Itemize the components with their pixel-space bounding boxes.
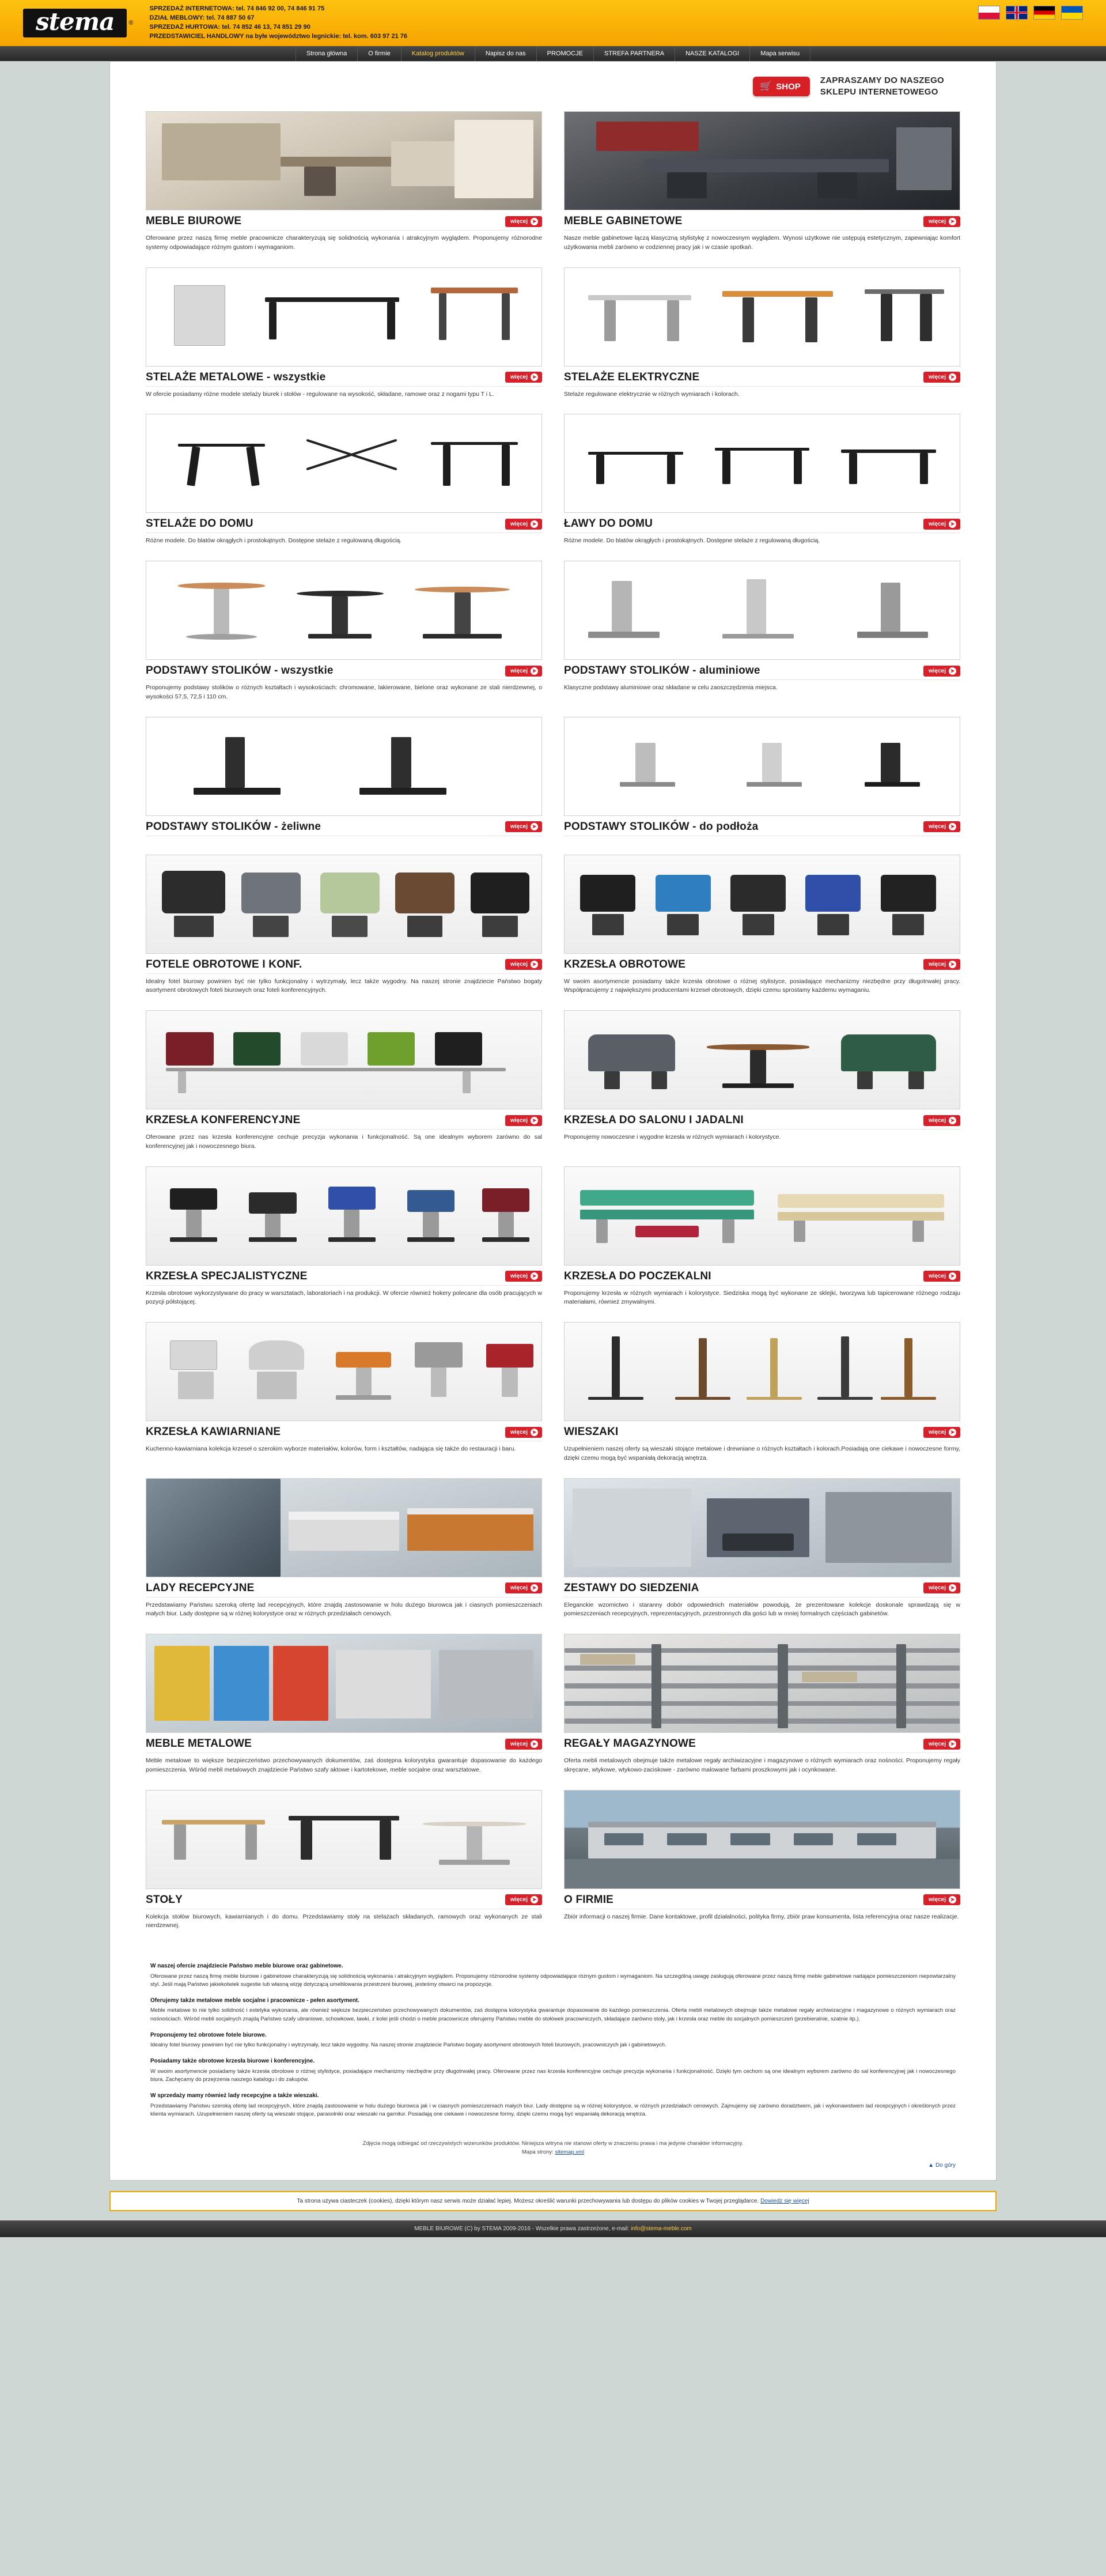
- category-card: [564, 1634, 960, 1775]
- category-card: [564, 717, 960, 840]
- category-title: WIESZAKI: [564, 1426, 619, 1438]
- category-title: KRZESŁA DO POCZEKALNI: [564, 1270, 711, 1282]
- seo-heading-4: Posiadamy także obrotowe krzesła biurowe i konferencyjne.: [150, 2058, 315, 2065]
- category-description: W ofercie posiadamy różne modele stelaży biurek i stołów - regulowane na wysokość, składane, ramowe oraz z nogami typu T i L.: [146, 390, 494, 398]
- cookie-text: Ta strona używa ciasteczek (cookies), dzięki którym nasz serwis może działać lepiej. Możesz określić warunki przechowywania lub dostępu do plików cookies w Twojej przeglądarce.: [297, 2198, 759, 2205]
- category-title-row: [146, 210, 542, 231]
- more-button-label: więcej: [510, 1273, 528, 1279]
- category-image[interactable]: [564, 1322, 960, 1421]
- shop-banner-line2: SKLEPU INTERNETOWEGO: [820, 87, 938, 97]
- more-button-label: więcej: [928, 374, 946, 380]
- category-title: MEBLE METALOWE: [146, 1738, 252, 1750]
- category-title: STELAŻE DO DOMU: [146, 518, 253, 530]
- category-description: Zbiór informacji o naszej firmie. Dane kontaktowe, profil działalności, polityka firmy, zbiór praw konsumenta, lista referencyjna oraz nasze realizacje.: [564, 1913, 959, 1920]
- category-image[interactable]: [564, 1010, 960, 1109]
- more-button-label: więcej: [928, 1117, 946, 1124]
- category-title-row: [564, 1577, 960, 1597]
- category-description: Proponujemy krzesła w różnych wymiarach i kolorystyce. Siedziska mogą być wykonane ze sklejki, tworzywa lub tapicerowane różnego rodzaju materiałami, również zmywalnymi.: [564, 1289, 960, 1306]
- category-image[interactable]: [564, 111, 960, 210]
- more-button-label: więcej: [928, 1740, 946, 1747]
- more-button[interactable]: [923, 1271, 960, 1282]
- flag-ua-icon[interactable]: [1061, 6, 1083, 20]
- arrow-right-icon: ➤: [949, 667, 956, 675]
- arrow-right-icon: ➤: [949, 373, 956, 381]
- more-button-label: więcej: [510, 1429, 528, 1436]
- seo-heading-3: Proponujemy też obrotowe fotele biurowe.: [150, 2031, 267, 2038]
- category-image[interactable]: [564, 1166, 960, 1266]
- seo-heading-2: Oferujemy także metalowe meble socjalne i pracownicze - pełen asortyment.: [150, 1997, 359, 2004]
- category-title: ZESTAWY DO SIEDZENIA: [564, 1581, 699, 1594]
- category-image[interactable]: [146, 1166, 542, 1266]
- more-button-label: więcej: [928, 1585, 946, 1591]
- category-description: Proponujemy podstawy stolików o różnych kształtach i wysokościach: chromowane, lakierowane, bielone oraz wykonane ze stali nierdzewnej, o wysokości 57,5, 72,5 i 110 cm.: [146, 684, 542, 700]
- more-button[interactable]: [923, 372, 960, 383]
- category-card: [564, 561, 960, 702]
- sitemap-label: Mapa strony:: [521, 2149, 555, 2156]
- category-description: W swoim asortymencie posiadamy także krzesła obrotowe o różnej stylistyce, posiadające mechanizmy niezbędne przy długotrwałej pracy. Współpracujemy z największymi producentami krzeseł obrotowych, dzięki czemu sprostamy każdemu wymaganiu.: [564, 977, 960, 994]
- nav-item-sitemap[interactable]: Mapa serwisu: [750, 46, 810, 61]
- category-card: [146, 1478, 542, 1619]
- more-button-label: więcej: [510, 824, 528, 830]
- seo-body-1: Oferowane przez naszą firmę meble biurowe i gabinetowe charakteryzują się solidnością wykonania i atrakcyjnym wyglądem. Proponujemy różnorodne systemy odpowiadające różnym gustom i wymaganiom. Na szczególną uwagę zasługują oferowane przez naszą firmę meble gabinetowe nadające pomieszczeniom niepowtarzalny styl. Jeśli mają Państwo jakiekolwiek sugestie lub własną wizję dotyczącą umeblowania przestrzeni biurowej, jesteśmy otwarci na propozycje.: [150, 1973, 956, 1988]
- category-image[interactable]: [146, 717, 542, 816]
- arrow-right-icon: ➤: [949, 1584, 956, 1592]
- arrow-right-icon: ➤: [949, 1896, 956, 1903]
- category-description: Klasyczne podstawy aluminiowe oraz składane w celu zaoszczędzenia miejsca.: [564, 684, 778, 691]
- category-image[interactable]: [564, 1478, 960, 1577]
- arrow-right-icon: ➤: [531, 961, 538, 968]
- category-card: [146, 1010, 542, 1151]
- photo-disclaimer: [110, 2129, 996, 2159]
- more-button-label: więcej: [510, 667, 528, 674]
- more-button-label: więcej: [928, 1273, 946, 1279]
- arrow-right-icon: ➤: [531, 373, 538, 381]
- category-title: KRZESŁA KAWIARNIANE: [146, 1426, 281, 1438]
- category-title-row: [564, 513, 960, 533]
- logo[interactable]: [23, 9, 134, 37]
- category-title: PODSTAWY STOLIKÓW - wszystkie: [146, 664, 334, 677]
- category-title: REGAŁY MAGAZYNOWE: [564, 1738, 696, 1750]
- category-description: [146, 836, 542, 840]
- back-to-top-label: ▲ Do góry: [928, 2162, 956, 2169]
- category-title: FOTELE OBROTOWE I KONF.: [146, 958, 302, 970]
- seo-heading-1: W naszej ofercie znajdziecie Państwo meble biurowe oraz gabinetowe.: [150, 1963, 343, 1969]
- category-card: [146, 717, 542, 840]
- more-button-label: więcej: [928, 961, 946, 968]
- category-card: [564, 267, 960, 399]
- category-card: [146, 1322, 542, 1463]
- category-title-row: [564, 1109, 960, 1130]
- arrow-right-icon: ➤: [949, 520, 956, 528]
- more-button[interactable]: [505, 1115, 542, 1126]
- more-button[interactable]: [505, 821, 542, 832]
- arrow-right-icon: ➤: [531, 520, 538, 528]
- arrow-right-icon: ➤: [531, 1272, 538, 1280]
- category-image[interactable]: [146, 111, 542, 210]
- category-title: STELAŻE ELEKTRYCZNE: [564, 371, 700, 383]
- contact-block: [150, 5, 407, 41]
- shop-banner-text: [820, 75, 944, 99]
- more-button-label: więcej: [510, 218, 528, 225]
- nav-item-home[interactable]: Strona główna: [296, 46, 358, 61]
- more-button-label: więcej: [510, 1585, 528, 1591]
- category-title-row: [146, 513, 542, 533]
- arrow-right-icon: ➤: [949, 1272, 956, 1280]
- more-button-label: więcej: [510, 374, 528, 380]
- category-image[interactable]: [564, 561, 960, 660]
- category-title-row: [564, 954, 960, 974]
- category-title: STELAŻE METALOWE - wszystkie: [146, 371, 326, 383]
- more-button[interactable]: [505, 959, 542, 970]
- photo-disclaimer-line1: Zdjęcia mogą odbiegać od rzeczywistych wizerunków produktów. Niniejsza witryna nie stanowi oferty w znaczeniu prawa i ma jedynie charakter informacyjny.: [362, 2140, 744, 2147]
- category-image[interactable]: [564, 1790, 960, 1889]
- category-image[interactable]: [564, 717, 960, 816]
- arrow-right-icon: ➤: [531, 1117, 538, 1124]
- category-grid: [110, 111, 996, 1940]
- arrow-right-icon: ➤: [531, 1740, 538, 1748]
- category-description: Przedstawiamy Państwu szeroką ofertę lad recepcyjnych, które znajdą zastosowanie w holu dużego biurowca jak i ciasnych pomieszczeniach małych biur. Lady dostępne są w różnej kolorystyce oraz w różnych przedziałach cenowych.: [146, 1601, 542, 1618]
- shop-button[interactable]: [753, 77, 810, 96]
- category-card: [146, 1634, 542, 1775]
- arrow-right-icon: ➤: [531, 823, 538, 830]
- footer-email-link[interactable]: info@stema-meble.com: [630, 2226, 692, 2233]
- category-title: KRZESŁA SPECJALISTYCZNE: [146, 1270, 308, 1282]
- category-title: KRZESŁA DO SALONU I JADALNI: [564, 1114, 744, 1126]
- category-image[interactable]: [564, 267, 960, 367]
- category-title: STOŁY: [146, 1893, 183, 1906]
- arrow-right-icon: ➤: [949, 218, 956, 225]
- more-button-label: więcej: [928, 1897, 946, 1903]
- nav-item-partner-zone[interactable]: STREFA PARTNERA: [594, 46, 675, 61]
- category-card: [146, 414, 542, 546]
- more-button-label: więcej: [928, 1429, 946, 1436]
- category-image[interactable]: [146, 1634, 542, 1733]
- seo-body-4: W swoim asortymencie posiadamy także krzesła obrotowe o różnej stylistyce, posiadające mechanizmy niezbędne przy długotrwałej pracy. Oferowane przez nas krzesła konferencyjne cechuje precyzja wykonania i funkcjonalność. Dzięki tym cechom są one idealnym wyborem zarówno do sal konferencyjnej jak i nowoczesnego biura. Zachęcamy do przejrzenia naszego katalogu i do zakupów.: [150, 2068, 956, 2083]
- category-image[interactable]: [146, 855, 542, 954]
- seo-body-2: Meble metalowe to nie tylko solidność i estetyka wykonania, ale również większe bezpieczeństwo przechowywanych dokumentów, zaś dostępna kolorystyka gwarantuje dopasowanie do każdego pomieszczenia. Oferta mebli metalowych obejmuje także metalowe regały archiwizacyjne i magazynowe o różnych wymiarach oraz nośnościach. Wśród mebli socjalnych znajdą Państwo szafy ubraniowe, schowkowe, ławki, z kolei jeśli chodzi o meble pracownicze oferujemy Państwu meble do stołówek pracowniczych, składające zarówno stoły, jak i krzesła oraz meble do socjalnych pomieszczeń (przebieralnie, szatnie itp.).: [150, 2007, 956, 2023]
- more-button-label: więcej: [928, 824, 946, 830]
- category-image[interactable]: [146, 1478, 542, 1577]
- category-description: [564, 836, 960, 840]
- site-footer: [0, 2220, 1106, 2237]
- category-card: [146, 267, 542, 399]
- category-card: [146, 561, 542, 702]
- category-title-row: [146, 816, 542, 836]
- arrow-right-icon: ➤: [531, 1896, 538, 1903]
- category-card: [146, 111, 542, 252]
- arrow-right-icon: ➤: [531, 218, 538, 225]
- shop-banner-line1: ZAPRASZAMY DO NASZEGO: [820, 75, 944, 85]
- cart-icon: 🛒: [760, 81, 772, 92]
- more-button-label: więcej: [510, 961, 528, 968]
- more-button[interactable]: [923, 1739, 960, 1750]
- category-card: [564, 1322, 960, 1463]
- sitemap-link[interactable]: sitemap.xml: [555, 2149, 585, 2156]
- category-card: [146, 855, 542, 996]
- more-button[interactable]: [923, 519, 960, 530]
- more-button[interactable]: [505, 1271, 542, 1282]
- category-description: Różne modele. Do blatów okrągłych i prostokątnych. Dostępne stelaże z regulowaną długością.: [146, 537, 402, 545]
- shop-button-label: SHOP: [776, 81, 801, 92]
- category-description: Eleganckie wzornictwo i staranny dobór odpowiednich materiałów powodują, że prezentowane kolekcje doskonale sprawdzają się w pomieszczeniach recepcyjnych, reprezentacyjnych, przestronnych dla gości lub w mniej formalnych częściach gabinetów.: [564, 1601, 960, 1618]
- back-to-top-link[interactable]: [110, 2159, 996, 2169]
- category-image[interactable]: [146, 1322, 542, 1421]
- category-title: KRZESŁA KONFERENCYJNE: [146, 1114, 301, 1126]
- more-button[interactable]: [505, 1427, 542, 1438]
- category-description: Nasze meble gabinetowe łączą klasyczną stylistykę z nowoczesnym wyglądem. Wynosi użytkowe nie ustępują estetycznym, zapewniając komfort użytkowania mebli zarówno w codziennej pracy jak i w czasie spotkań.: [564, 235, 960, 251]
- category-title-row: [146, 367, 542, 387]
- category-image[interactable]: [564, 1634, 960, 1733]
- cookie-more-link[interactable]: Dowiedz się więcej: [760, 2198, 809, 2205]
- category-title-row: [146, 660, 542, 680]
- category-title-row: [146, 1421, 542, 1441]
- arrow-right-icon: ➤: [531, 1584, 538, 1592]
- more-button-label: więcej: [928, 667, 946, 674]
- nav-item-catalog[interactable]: Katalog produktów: [402, 46, 475, 61]
- category-description: Oferta mebli metalowych obejmuje także metalowe regały archiwizacyjne i magazynowe o różnych wymiarach oraz nośności. Proponujemy regały skręcane, wtykowe, wtykowo-zaciskowe - zarówno malowane farbami proszkowymi jak i ocynkowane.: [564, 1757, 960, 1773]
- more-button[interactable]: [505, 666, 542, 677]
- more-button[interactable]: [923, 1427, 960, 1438]
- seo-body-3: Idealny fotel biurowy powinien być nie tylko funkcjonalny i wytrzymały, lecz także wygodny. Na naszej stronie znajdziecie Państwo bogaty asortyment obrotowych foteli biurowych, pracowniczych jak i gabinetowych.: [150, 2042, 666, 2049]
- more-button[interactable]: [923, 1894, 960, 1905]
- arrow-right-icon: ➤: [949, 1740, 956, 1748]
- category-image[interactable]: [146, 1010, 542, 1109]
- category-title: MEBLE GABINETOWE: [564, 215, 683, 227]
- category-title: MEBLE BIUROWE: [146, 215, 242, 227]
- category-title: PODSTAWY STOLIKÓW - do podłoża: [564, 820, 759, 833]
- category-description: Kuchenno-kawiarniana kolekcja krzeseł o szerokim wyborze materiałów, kolorów, form i kształtów, nadająca się także do restauracji i baru.: [146, 1445, 516, 1452]
- contact-line-3: SPRZEDAŻ HURTOWA: tel. 74 852 46 13, 74 851 29 90: [149, 24, 310, 31]
- language-flags: [978, 6, 1083, 20]
- category-description: Oferowane przez naszą firmę meble pracownicze charakteryzują się solidnością wykonania i atrakcyjnym wyglądem. Proponujemy różnorodne systemy odpowiadające różnym gustom i wymaganiom.: [146, 235, 542, 251]
- seo-heading-5: W sprzedaży mamy również lady recepcyjne a także wieszaki.: [150, 2092, 319, 2099]
- more-button-label: więcej: [510, 520, 528, 527]
- category-description: Kolekcja stołów biurowych, kawiarnianych i do domu. Przedstawiamy stoły na stelażach składanych, ramowych oraz wykonanych ze stali nierdzewnej.: [146, 1913, 542, 1929]
- category-title: KRZESŁA OBROTOWE: [564, 958, 686, 970]
- category-card: [564, 1010, 960, 1151]
- arrow-right-icon: ➤: [949, 961, 956, 968]
- flag-gb-icon[interactable]: [1006, 6, 1028, 20]
- category-description: Stelaże regulowane elektrycznie w różnych wymiarach i kolorach.: [564, 390, 740, 398]
- category-card: [564, 855, 960, 996]
- footer-text: MEBLE BIUROWE (C) by STEMA 2009-2016 - Wszelkie prawa zastrzeżone, e-mail:: [414, 2226, 631, 2233]
- category-image[interactable]: [146, 414, 542, 513]
- contact-line-4: PRZEDSTAWICIEL HANDLOWY na byłe województwo legnickie: tel. kom. 603 97 21 76: [149, 32, 407, 40]
- category-card: [146, 1166, 542, 1308]
- site-header: [0, 0, 1106, 46]
- category-title: PODSTAWY STOLIKÓW - żeliwne: [146, 820, 321, 833]
- category-title-row: [564, 367, 960, 387]
- more-button-label: więcej: [510, 1117, 528, 1124]
- flag-de-icon[interactable]: [1033, 6, 1055, 20]
- category-title-row: [146, 1733, 542, 1753]
- category-card: [146, 1790, 542, 1931]
- more-button[interactable]: [505, 519, 542, 530]
- more-button-label: więcej: [510, 1740, 528, 1747]
- shop-banner: [110, 62, 996, 111]
- more-button-label: więcej: [510, 1897, 528, 1903]
- cookie-notice: [109, 2191, 997, 2211]
- category-description: Meble metalowe to większe bezpieczeństwo przechowywanych dokumentów, zaś dostępna kolorystyka gwarantuje dopasowanie do każdego pomieszczenia. Wśród mebli metalowych znajdziecie Państwo szafy aktowe i kartotekowe, meble socjalne oraz warsztatowe.: [146, 1757, 542, 1773]
- category-title: PODSTAWY STOLIKÓW - aluminiowe: [564, 664, 760, 677]
- more-button[interactable]: [923, 1115, 960, 1126]
- category-card: [564, 1478, 960, 1619]
- category-card: [564, 1166, 960, 1308]
- category-card: [564, 111, 960, 252]
- content-frame: [109, 61, 997, 2181]
- category-image[interactable]: [564, 414, 960, 513]
- category-title: O FIRMIE: [564, 1893, 614, 1906]
- category-title: LADY RECEPCYJNE: [146, 1581, 255, 1594]
- nav-item-about[interactable]: O firmie: [358, 46, 402, 61]
- logo-text: stema: [23, 9, 127, 37]
- category-title-row: [564, 816, 960, 836]
- category-title-row: [564, 210, 960, 231]
- category-description: Różne modele. Do blatów okrągłych i prostokątnych. Dostępne stelaże z regulowaną długością.: [564, 537, 820, 545]
- category-description: Proponujemy nowoczesne i wygodne krzesła w różnych wymiarach i kolorystyce.: [564, 1134, 781, 1140]
- more-button[interactable]: [505, 1739, 542, 1750]
- logo-registered-mark: ®: [128, 20, 134, 27]
- category-description: Idealny fotel biurowy powinien być nie tylko funkcjonalny i wytrzymały, lecz także wygodny. Na naszej stronie znajdziecie Państwo bogaty asortyment obrotowych foteli biurowych oraz foteli konferencyjnych.: [146, 977, 542, 994]
- category-description: Krzesła obrotowe wykorzystywane do pracy w warsztatach, laboratoriach i na produkcji. W ofercie również hokery polecane dla osób pracujących w pozycji półstojącej.: [146, 1289, 542, 1306]
- nav-item-contact[interactable]: Napisz do nas: [475, 46, 537, 61]
- seo-text-block: [110, 1940, 996, 2129]
- category-title-row: [146, 954, 542, 974]
- category-title-row: [146, 1889, 542, 1909]
- more-button[interactable]: [923, 821, 960, 832]
- category-image[interactable]: [146, 267, 542, 367]
- arrow-right-icon: ➤: [949, 823, 956, 830]
- seo-body-5: Przedstawiamy Państwu szeroką ofertę lad recepcyjnych, które znajdą zastosowanie w holu dużego biurowca jak i w ciasnych pomieszczeniach małych biur. Lady dostępne są w różnej kolorystyce, w różnych przedziałach cenowych. Zajmujemy się zarówno doradztwem, jak i wykonawstwem lad recepcyjnych i określonych przez klienta wymiarach. Uzupełnieniem naszej oferty są wieszaki stojące, parasolniki oraz wieszaki na garnitur. Posiadają one ciekawe i nowoczesne formy, dzięki czemu mogą być wspaniałą dekoracją wnętrza.: [150, 2102, 956, 2118]
- category-image[interactable]: [564, 855, 960, 954]
- category-title-row: [146, 1266, 542, 1286]
- category-card: [564, 414, 960, 546]
- nav-item-catalogs[interactable]: NASZE KATALOGI: [675, 46, 750, 61]
- category-title: ŁAWY DO DOMU: [564, 518, 653, 530]
- more-button-label: więcej: [928, 520, 946, 527]
- contact-line-2: DZIAŁ MEBLOWY: tel. 74 887 50 67: [149, 14, 255, 22]
- contact-line-1: SPRZEDAŻ INTERNETOWA: tel. 74 846 92 00, 74 846 91 75: [149, 5, 325, 13]
- category-card: [564, 1790, 960, 1931]
- more-button[interactable]: [923, 959, 960, 970]
- category-title-row: [564, 660, 960, 680]
- more-button-label: więcej: [928, 218, 946, 225]
- category-title-row: [564, 1733, 960, 1753]
- category-title-row: [564, 1889, 960, 1909]
- arrow-right-icon: ➤: [531, 667, 538, 675]
- category-title-row: [146, 1577, 542, 1597]
- more-button[interactable]: [505, 216, 542, 227]
- more-button[interactable]: [505, 1582, 542, 1593]
- more-button[interactable]: [923, 1582, 960, 1593]
- arrow-right-icon: ➤: [949, 1429, 956, 1436]
- category-image[interactable]: [146, 1790, 542, 1889]
- arrow-right-icon: ➤: [949, 1117, 956, 1124]
- more-button[interactable]: [923, 216, 960, 227]
- category-title-row: [564, 1266, 960, 1286]
- category-image[interactable]: [146, 561, 542, 660]
- category-title-row: [146, 1109, 542, 1130]
- more-button[interactable]: [505, 372, 542, 383]
- category-title-row: [564, 1421, 960, 1441]
- main-navigation: [0, 46, 1106, 61]
- flag-pl-icon[interactable]: [978, 6, 1000, 20]
- more-button[interactable]: [505, 1894, 542, 1905]
- category-description: Uzupełnieniem naszej oferty są wieszaki stojące metalowe i drewniane o różnych kształtach i kolorach.Posiadają one ciekawe i nowoczesne formy, dzięki czemu mogą być wspaniałą dekoracją wnętrza.: [564, 1445, 960, 1461]
- nav-item-promotions[interactable]: PROMOCJE: [537, 46, 594, 61]
- more-button[interactable]: [923, 666, 960, 677]
- category-description: Oferowane przez nas krzesła konferencyjne cechuje precyzja wykonania i funkcjonalność. Są one idealnym wyborem zarówno do sal konferencyjnej jak i nowoczesnego biura.: [146, 1134, 542, 1150]
- arrow-right-icon: ➤: [531, 1429, 538, 1436]
